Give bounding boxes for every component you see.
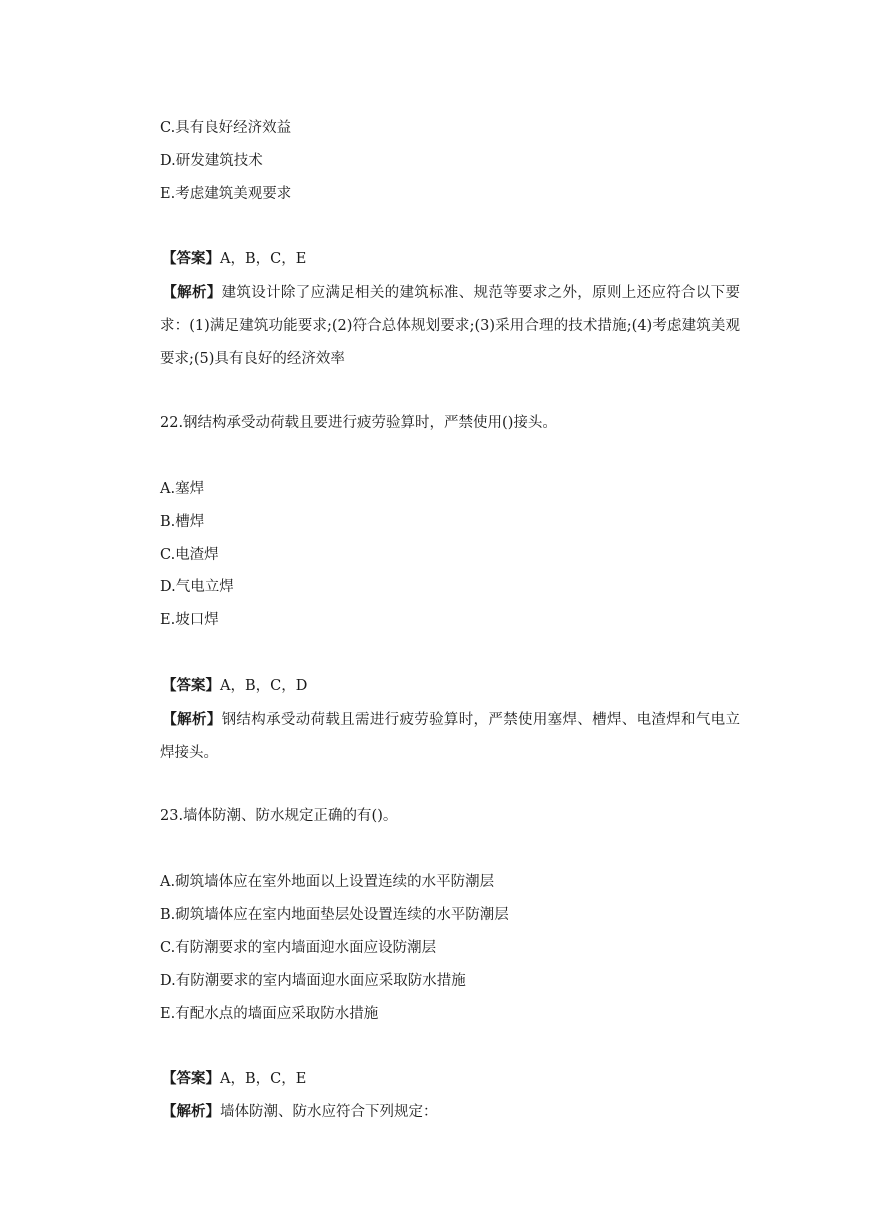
analysis-tag: 【解析】 [162,284,222,301]
q22-option-a: A.塞焊 [160,481,205,497]
q22-option-b: B.槽焊 [160,514,205,530]
q23-option-c: C.有防潮要求的室内墙面迎水面应设防潮层 [160,940,437,956]
q22-answer [162,676,307,696]
q21-answer [162,249,306,269]
answer-text: A，B，C，E [220,1071,307,1087]
analysis-text: 钢结构承受动荷载且需进行疲劳验算时，严禁使用塞焊、槽焊、电渣焊和气电立焊接头。 [160,712,741,761]
q23-answer [162,1069,306,1089]
q22-question: 22.钢结构承受动荷载且要进行疲劳验算时，严禁使用()接头。 [160,415,557,431]
q23-option-e: E.有配水点的墙面应采取防水措施 [160,1006,379,1022]
q22-option-d: D.气电立焊 [160,579,234,595]
answer-tag: 【答案】 [162,1070,220,1087]
q23-question: 23.墙体防潮、防水规定正确的有()。 [160,808,398,824]
answer-text: A，B，C，D [220,678,308,694]
q22-analysis [160,703,740,770]
analysis-text: 建筑设计除了应满足相关的建筑标准、规范等要求之外，原则上还应符合以下要求：(1)满足建筑功能要求;(2)符合总体规划要求;(3)采用合理的技术措施;(4)考虑建筑美观要求;(5)具有良好的经济效率 [160,285,741,367]
q21-analysis [160,276,740,376]
analysis-tag: 【解析】 [162,711,222,728]
q21-option-d: D.研发建筑技术 [160,153,263,169]
answer-tag: 【答案】 [162,677,220,694]
answer-text: A，B，C，E [220,251,307,267]
analysis-tag: 【解析】 [162,1103,220,1120]
q22-option-e: E.坡口焊 [160,612,219,628]
q21-option-c: C.具有良好经济效益 [160,120,292,136]
q22-option-c: C.电渣焊 [160,547,219,563]
q23-analysis [162,1102,438,1122]
q23-option-d: D.有防潮要求的室内墙面迎水面应采取防水措施 [160,973,466,989]
q23-option-b: B.砌筑墙体应在室内地面垫层处设置连续的水平防潮层 [160,907,509,923]
analysis-text: 墙体防潮、防水应符合下列规定： [220,1104,438,1120]
q21-option-e: E.考虑建筑美观要求 [160,186,292,202]
answer-tag: 【答案】 [162,250,220,267]
q23-option-a: A.砌筑墙体应在室外地面以上设置连续的水平防潮层 [160,874,495,890]
